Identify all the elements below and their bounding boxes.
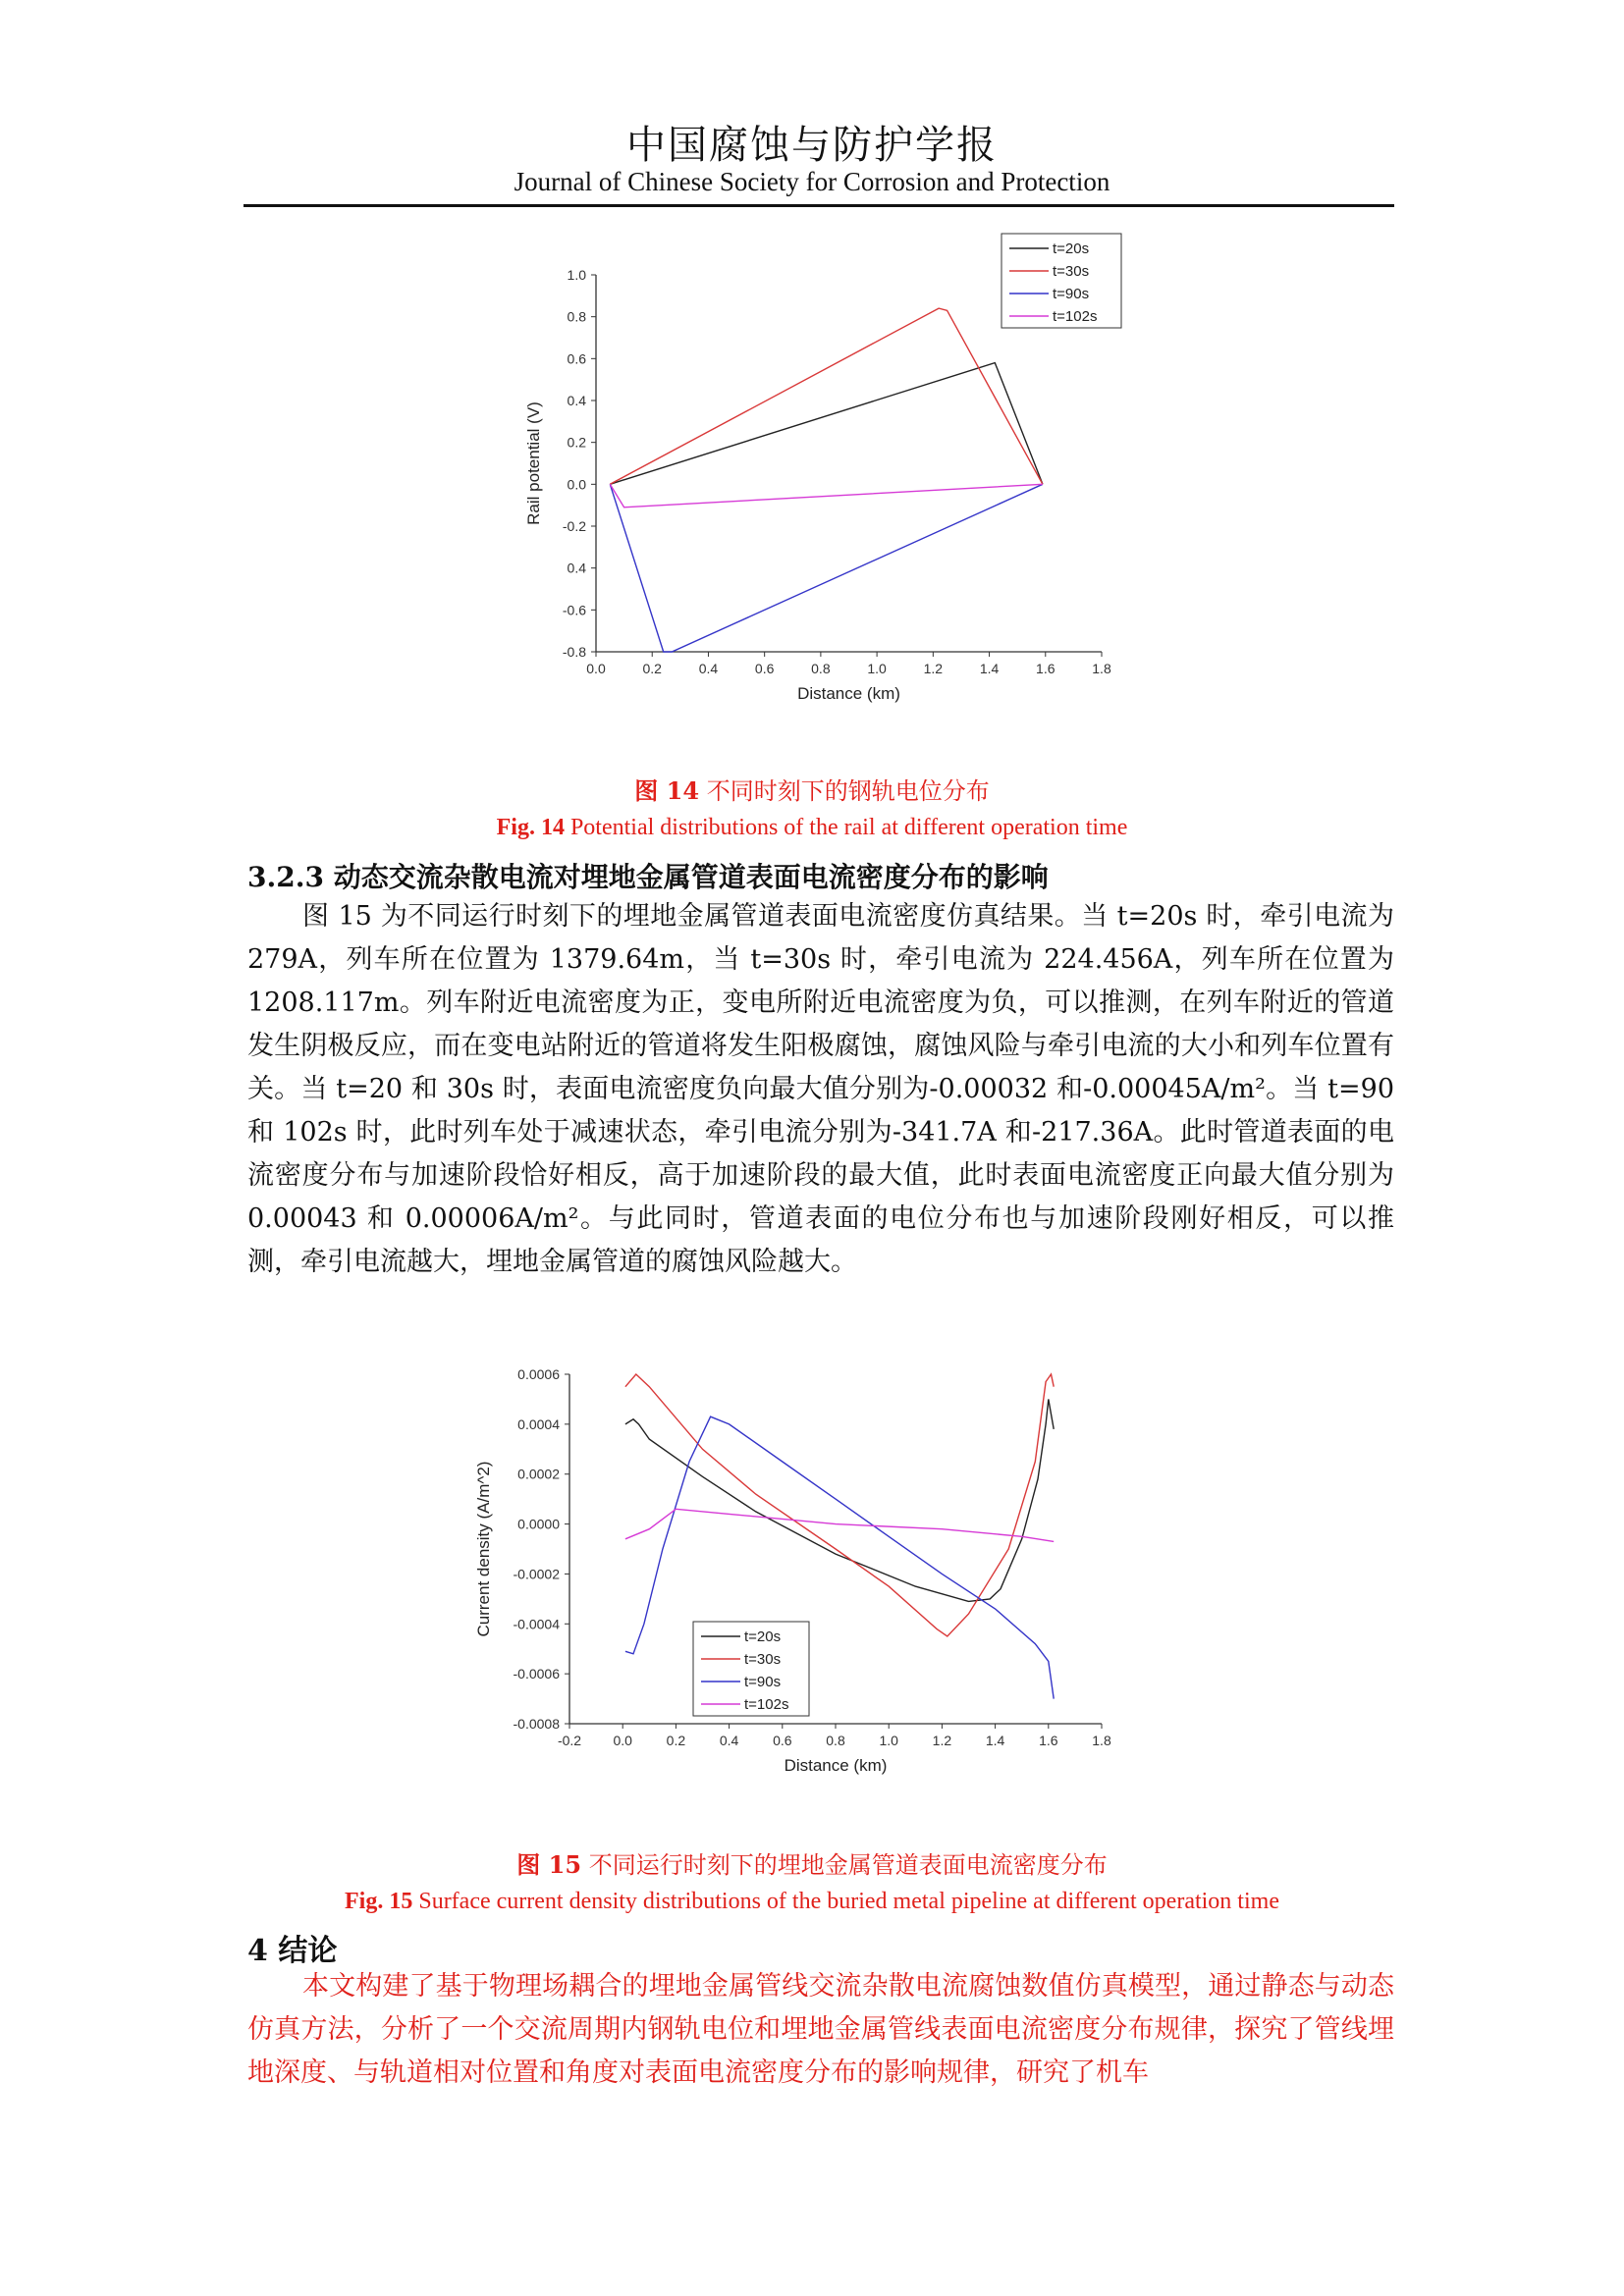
fig14-x-axis-label: Distance (km) (797, 684, 900, 703)
fig14-y-tick-label: 0.0 (567, 476, 586, 493)
journal-title-en: Journal of Chinese Society for Corrosion and Protection (514, 167, 1110, 196)
fig15-legend-label-3: t=90s (744, 1674, 782, 1690)
figure-14-caption-en (0, 815, 1624, 841)
fig15-x-tick-label: 0.2 (666, 1733, 686, 1748)
fig14-x-tick-label: 1.6 (1036, 661, 1056, 676)
fig15-y-tick-label: 0.0000 (517, 1516, 560, 1532)
fig15-y-tick-label: 0.0002 (517, 1466, 560, 1482)
section-4-heading: 4 结论 (247, 1934, 338, 1968)
fig14-y-tick-label: 0.2 (567, 434, 586, 451)
fig15-y-tick-label: -0.0008 (513, 1716, 560, 1732)
fig15-x-tick-label: 1.0 (879, 1733, 898, 1748)
figure-15-caption-en (0, 1889, 1624, 1915)
fig14-y-tick-label: -0.2 (562, 518, 586, 534)
figure-15-label-cn: 图 15 (516, 1850, 582, 1879)
fig14-x-tick-label: 0.2 (642, 661, 662, 676)
fig14-x-tick-label: 1.4 (979, 661, 1000, 676)
fig15-series-line-2 (625, 1374, 1054, 1636)
fig14-y-tick-label: 0.4 (567, 393, 586, 408)
fig14-series-line-2 (610, 308, 1043, 484)
fig15-x-tick-label: 0.6 (773, 1733, 792, 1748)
fig14-legend-label-4: t=102s (1053, 308, 1098, 325)
fig14-legend-label-1: t=20s (1053, 240, 1090, 257)
figure-14-caption-cn (0, 772, 1624, 806)
fig15-series-line-4 (625, 1509, 1054, 1541)
fig15-x-tick-label: 0.4 (719, 1733, 739, 1748)
fig15-y-tick-label: 0.0004 (517, 1415, 560, 1432)
fig14-y-tick-label: 0.6 (567, 350, 586, 367)
fig15-series-line-1 (625, 1399, 1054, 1601)
figure-15-text-cn: 不同运行时刻下的埋地金属管道表面电流密度分布 (588, 1851, 1108, 1879)
fig15-y-tick-label: -0.0004 (513, 1616, 560, 1632)
section-3-2-3-heading: 3.2.3 动态交流杂散电流对埋地金属管道表面电流密度分布的影响 (247, 861, 1049, 893)
fig15-x-tick-label: 1.6 (1039, 1733, 1058, 1748)
section-3-2-3-paragraph: 图 15 为不同运行时刻下的埋地金属管道表面电流密度仿真结果。当 t=20s 时，牵引电流为 279A，列车所在位置为 1379.64m，当 t=30s 时，牵引电流为 224.456A，列车所在位置为 1208.117m。列车附近电流密度为正，变电所附近电流密度为负，可以推测，在列车附近的管道发生阴极反应，而在变电站附近的管道将发生阳极腐蚀，腐蚀风险与牵引电流的大小和列车位置有关。当 t=20 和 30s 时，表面电流密度负向最大值分别为-0.00032 和-0.00045A/m²。当 t=90 和 102s 时，此时列车处于减速状态，牵引电流分别为-341.7A 和-217.36A。此时管道表面的电流密度分布与加速阶段恰好相反，高于加速阶段的最大值，此时表面电流密度正向最大值分别为 0.00043 和 0.00006A/m²。与此同时，管道表面的电位分布也与加速阶段刚好相反，可以推测，牵引电流越大，埋地金属管道的腐蚀风险越大。 (247, 901, 1394, 1277)
fig14-x-tick-label: 1.2 (923, 661, 944, 676)
figure-14-text-cn: 不同时刻下的钢轨电位分布 (706, 777, 990, 805)
fig15-x-tick-label: 1.8 (1092, 1733, 1111, 1748)
fig15-x-tick-label: 1.2 (932, 1733, 952, 1748)
fig14-y-tick-label: 0.8 (567, 308, 586, 325)
fig14-x-tick-label: 0.8 (811, 661, 831, 676)
fig15-legend-label-2: t=30s (744, 1651, 782, 1668)
fig15-y-axis-label: Current density (A/m^2) (474, 1461, 493, 1637)
fig14-y-tick-label: -0.8 (562, 644, 586, 660)
fig15-x-tick-label: -0.2 (557, 1733, 582, 1748)
fig14-x-tick-label: 0.0 (586, 661, 606, 676)
fig15-x-axis-label: Distance (km) (784, 1756, 888, 1775)
fig14-series-line-3 (610, 484, 1043, 652)
section-4-paragraph: 本文构建了基于物理场耦合的埋地金属管线交流杂散电流腐蚀数值仿真模型，通过静态与动态仿真方法，分析了一个交流周期内钢轨电位和埋地金属管线表面电流密度分布规律，探究了管线埋地深度、与轨道相对位置和角度对表面电流密度分布的影响规律，研究了机车 (247, 1971, 1394, 2088)
fig15-x-tick-label: 0.0 (613, 1733, 632, 1748)
fig14-y-tick-label: 1.0 (567, 267, 586, 283)
fig15-x-tick-label: 0.8 (826, 1733, 845, 1748)
journal-title-cn: 中国腐蚀与防护学报 (626, 123, 998, 168)
fig14-x-tick-label: 0.4 (698, 661, 719, 676)
fig14-x-tick-label: 1.0 (867, 661, 887, 676)
fig14-series-line-4 (610, 484, 1043, 507)
fig14-legend-label-3: t=90s (1053, 286, 1090, 302)
figure-14-label-en: Fig. 14 (496, 815, 565, 840)
figure-14-label-cn: 图 14 (634, 776, 700, 805)
fig15-legend-label-1: t=20s (744, 1629, 782, 1645)
fig14-x-tick-label: 0.6 (754, 661, 775, 676)
figure-15-label-en: Fig. 15 (345, 1889, 413, 1914)
header-rule (244, 204, 1394, 207)
fig14-y-axis-label: Rail potential (V) (524, 401, 543, 525)
fig14-x-tick-label: 1.8 (1092, 661, 1111, 676)
figure-15-chart (422, 1315, 1208, 1826)
fig15-legend-label-4: t=102s (744, 1696, 789, 1713)
fig15-y-tick-label: -0.0006 (513, 1666, 560, 1682)
fig15-series-line-3 (625, 1416, 1054, 1698)
figure-15-caption-cn (0, 1845, 1624, 1880)
fig15-x-tick-label: 1.4 (985, 1733, 1005, 1748)
figure-14-text-en: Potential distributions of the rail at different operation time (569, 815, 1128, 840)
fig14-y-tick-label: -0.6 (562, 602, 586, 618)
fig14-y-tick-label: 0.4 (567, 560, 586, 576)
fig15-y-tick-label: 0.0006 (517, 1366, 560, 1382)
fig14-series-line-1 (610, 363, 1043, 485)
figure-15-text-en: Surface current density distributions of the buried metal pipeline at different operation time (418, 1889, 1279, 1914)
fig14-legend-label-2: t=30s (1053, 263, 1090, 280)
figure-14-chart (432, 228, 1208, 748)
fig15-y-tick-label: -0.0002 (513, 1566, 560, 1582)
